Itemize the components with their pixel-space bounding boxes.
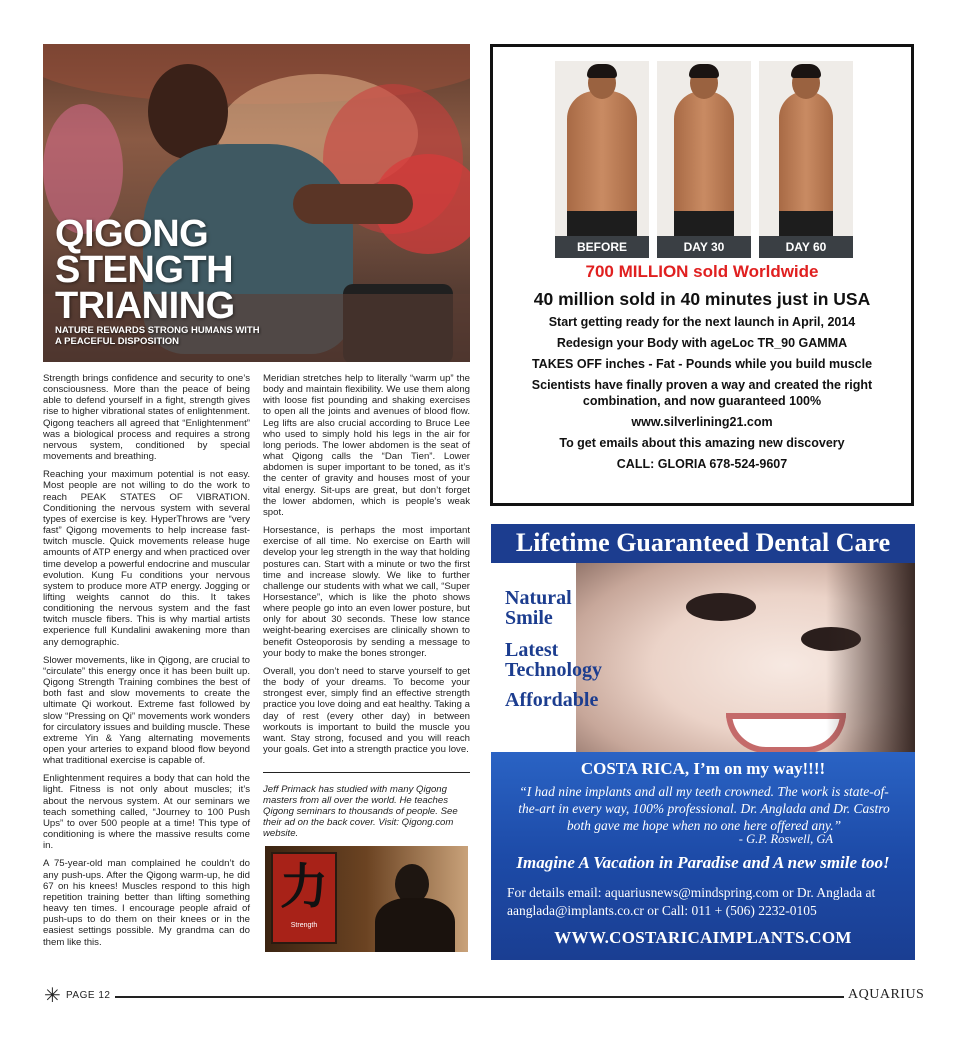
ad-line-7: To get emails about this amazing new discovery — [559, 436, 845, 450]
weight-loss-ad — [490, 44, 914, 506]
article-title: QIGONG STENGTH TRIANING — [55, 213, 235, 327]
day30-label: DAY 30 — [657, 236, 751, 258]
eye-left — [686, 593, 756, 621]
paragraph: Meridian stretches help to literally “warm up” the body and maintain flexibility. We use them along with loose fist pounding and shaking exercises to open all the joints and avenues of blood flow. Leg lifts are also crucial according to Bruce Lee who used to simply hold his legs in the air for long periods. The lower abdomen is the seat of what Qigong calls the “Dan Tien”. Lower abdomen is super important to be toned, as it’s the center of gravity and houses most of your vital energy. Sit-ups are great, but don’t forget the lower abdomen, which is people’s weak spot. — [263, 373, 470, 518]
article-column-2 — [263, 373, 470, 762]
qigong-hero-photo — [43, 44, 470, 362]
paragraph: Reaching your maximum potential is not easy. Most people are not willing to do the work to reach PEAK STATES OF VIBRATION. Conditioning the nervous system with several types of exercise is key. HyperThrows are “very fast” Qigong movements to help increase fast-twitch muscle. Quick movements release huge amounts of ATP energy and when practiced over time develop a powerful endocrine and muscular evolution. Kung Fu conditions your nervous system to produce more ATP energy. Jogging or lifting weights cannot do this. It takes conditioning the nervous system and the fast twitch muscle fibers. This is why martial artists experience full Kundalini awakening more than any demographic. — [43, 469, 250, 648]
before-photo — [555, 61, 649, 258]
paragraph: Slower movements, like in Qigong, are crucial to “circulate” this energy once it has been built up. Qigong Strength Training combines the best of both fast and slow movements to create the ultimate Qi workout. Extreme fast followed by slow “Pressing on Qi” movements work wonders for circulatory issues and building muscle. These extreme Yin & Yang alternating movements open your arteries to expand blood flow beyond what traditional exercise is capable of. — [43, 654, 250, 767]
ad-line-6: combination, and now guaranteed 100% — [582, 394, 822, 408]
testimonial: “I had nine implants and all my teeth crowned. The work is state-of-the-art in every way, 100% professional. Dr. Anglada and Dr. Castro both gave me hope when no one here offered any.” — [518, 784, 890, 833]
ad-headline: 700 MILLION sold Worldwide — [585, 262, 819, 281]
strength-photo — [265, 846, 468, 952]
day30-photo — [657, 61, 751, 258]
silhouette-body — [375, 898, 455, 952]
day60-photo — [759, 61, 853, 258]
strength-caption: Strength — [290, 922, 318, 929]
ad-line-1: 40 million sold in 40 minutes just in USA — [533, 289, 871, 309]
before-after-photos — [555, 61, 853, 258]
before-label: BEFORE — [555, 236, 649, 258]
feature-affordable: Affordable — [505, 689, 599, 711]
strength-glyph-icon: 力 — [279, 861, 328, 914]
costa-rica-heading: COSTA RICA, I’m on my way!!!! — [580, 759, 826, 778]
paragraph: Horsestance, is perhaps the most important exercise of all time. No exercise on Earth will develop your leg strength in the way that holding postures can. Start with a minute or two the first time and increase slowly. We like to further challenge our students with what we call, “Super Horsestance”, which is like the photo shows where people go into an even lower posture, but only for about 30 seconds. These low stance weight-bearing exercises are clinically shown to benefit Osteoporosis by sending a message to your body to make the bones stronger. — [263, 525, 470, 659]
article-subtitle: NATURE REWARDS STRONG HUMANS WITH A PEACEFUL DISPOSITION — [55, 325, 260, 347]
publication-brand: AQUARIUS — [848, 987, 925, 1002]
ad-line-5: Scientists have finally proven a way and created the right — [531, 378, 873, 392]
ad-line-4: TAKES OFF inches - Fat - Pounds while you build muscle — [531, 357, 873, 371]
dental-care-ad — [491, 524, 915, 960]
paragraph: A 75-year-old man complained he couldn’t do any push-ups. After the Qigong warm-up, he did 67 on his knees! Muscles respond to this high repetition training better than lifting something heavy ten times. I encourage people afraid of push-ups to do them on their knees or in the easiest settings possible. My grandma can do them like this. — [43, 858, 250, 948]
contact-details[interactable]: For details email: aquariusnews@mindspring.com or Dr. Anglada at aanglada@implants.co.cr or Call: 011 + (506) 2232-0105 — [507, 885, 876, 918]
footer-divider — [115, 996, 844, 998]
dental-website[interactable]: WWW.COSTARICAIMPLANTS.COM — [554, 928, 852, 947]
feature-natural-smile: Natural Smile — [505, 587, 572, 629]
article-column-1 — [43, 373, 250, 955]
dental-ad-title: Lifetime Guaranteed Dental Care — [515, 528, 891, 557]
dental-ad-info-panel — [491, 752, 915, 960]
bio-divider — [263, 772, 470, 773]
day60-label: DAY 60 — [759, 236, 853, 258]
paragraph: Strength brings confidence and security to one’s consciousness. More than the peace of being able to defend yourself in a fight, strength gives rise to higher vibrational states of enlightenment. Qigong teachers all agreed that “Enlightenment” was a biological process and requires a strong nervous system, conditioned by special movements and breathing. — [43, 373, 250, 463]
star-icon: ✳ — [44, 985, 61, 1007]
paragraph: Overall, you don’t need to starve yourself to get the body of your dreams. To become your strongest ever, simply find an effective strength practice you love doing and eat healthy. Taking a day of rest (every other day) in between workouts is important to build the muscle you want. Stay strong, focused and you will reach your goals. Get into a strength practice you love. — [263, 665, 470, 755]
smiling-woman-photo — [576, 563, 915, 776]
author-bio: Jeff Primack has studied with many Qigong masters from all over the world. He teaches Qigong seminars to thousands of people. See their ad on the back cover. Visit: Qigong.com website. — [263, 784, 458, 839]
ad-line-3: Redesign your Body with ageLoc TR_90 GAMMA — [556, 336, 848, 350]
page-number: PAGE 12 — [66, 990, 111, 1001]
feature-latest-technology: Latest Technology — [505, 639, 603, 681]
hair — [826, 563, 915, 776]
dental-tagline: Imagine A Vacation in Paradise and A new smile too! — [516, 853, 890, 872]
ad-url[interactable]: www.silverlining21.com — [631, 415, 773, 429]
ad-call: CALL: GLORIA 678-524-9607 — [616, 457, 788, 471]
dental-ad-header — [491, 524, 915, 563]
ad-line-2: Start getting ready for the next launch in April, 2014 — [548, 315, 856, 329]
paragraph: Enlightenment requires a body that can hold the light. Fitness is not only about muscles; it’s about the nervous system. At our seminars we teach something called, “Journey to 100 Push Ups” to over 500 people at a time! This type of conditioning is where the massive results come in. — [43, 773, 250, 852]
strength-calligraphy-panel — [271, 852, 337, 944]
testimonial-signature: - G.P. Roswell, GA — [738, 832, 833, 846]
